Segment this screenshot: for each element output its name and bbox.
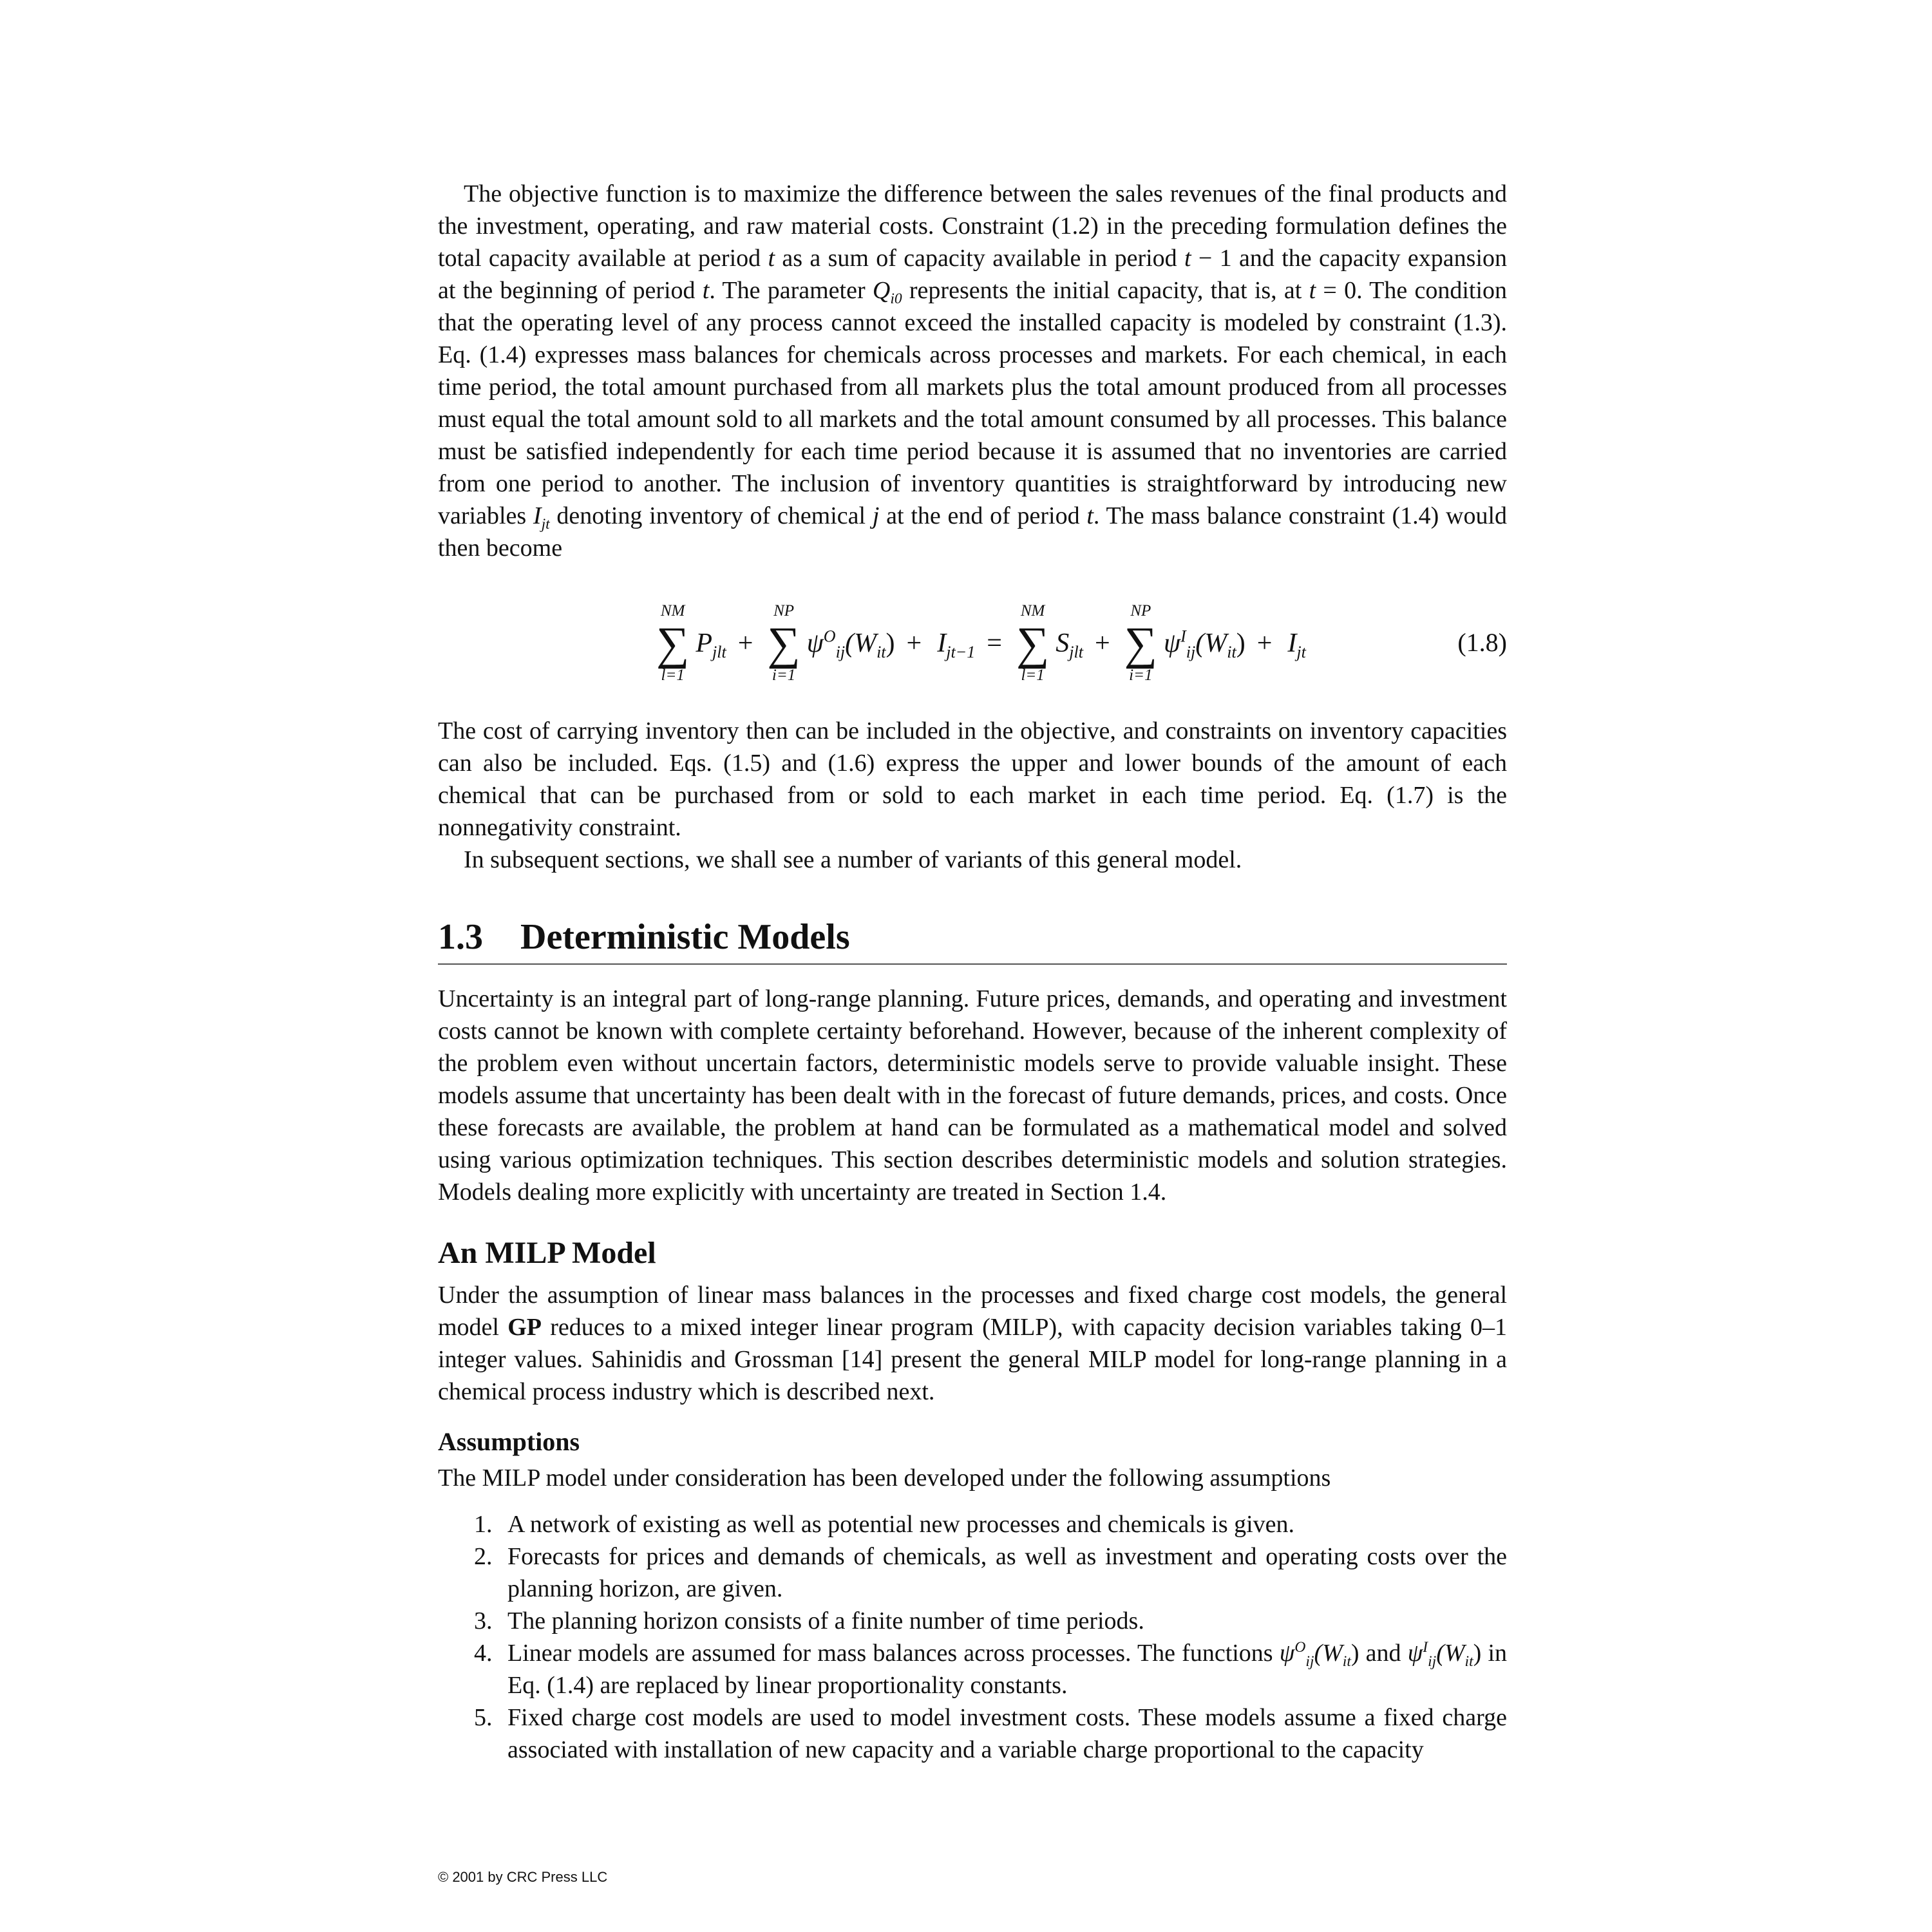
section-title: Deterministic Models (520, 917, 850, 957)
copyright-footer: © 2001 by CRC Press LLC (438, 1869, 608, 1885)
text-run: . The mass balance constraint (1.4) would then become (438, 502, 1507, 562)
var-i: I (1287, 629, 1297, 658)
paren-close: ) (1473, 1640, 1482, 1667)
paragraph-variants: In subsequent sections, we shall see a number of variants of this general model. (464, 846, 1242, 873)
psi-sub: ij (1186, 643, 1196, 662)
plus-sign: + (1256, 629, 1273, 658)
var-i-sub: jt (541, 516, 550, 533)
sigma-symbol: ∑ (767, 618, 800, 669)
text-run: . The parameter (709, 277, 873, 304)
paragraph-inventory-cost: The cost of carrying inventory then can be included in the objective, and constraints on inventory capacities can also be included. Eqs. (1.5) and (1.6) express the upper and lower bounds of the amount of each chemical that can be purchased from or sold to each market in each time period. Eq. (1.7) is the nonnegativity constraint. (438, 717, 1507, 841)
var-psi: ψ (1164, 629, 1181, 658)
var-i: I (533, 502, 542, 529)
var-w: (W (1436, 1640, 1465, 1667)
var-psi: ψ (1407, 1640, 1423, 1667)
text-run: as a sum of capacity available in period (775, 245, 1185, 272)
var-t: t (1086, 502, 1094, 529)
var-q: Q (872, 277, 891, 304)
model-gp: GP (507, 1314, 542, 1341)
list-text: Forecasts for prices and demands of chemicals, as well as investment and operating costs over the planning horizon, are given. (507, 1543, 1507, 1602)
var-j: j (872, 502, 880, 529)
text-run: represents the initial capacity, that is, at (902, 277, 1309, 304)
psi-sub: ij (1428, 1653, 1437, 1671)
var-t: t (1184, 245, 1191, 272)
var-q-sub: i0 (890, 290, 902, 308)
var-p-sub: jlt (712, 643, 726, 662)
psi-sup: I (1180, 627, 1186, 646)
paragraph-objective (438, 178, 1507, 564)
sum-lower-limit: i=1 (1129, 667, 1153, 684)
summation-3 (1016, 602, 1049, 685)
var-w-sub: it (1342, 1653, 1351, 1671)
var-t: t (702, 277, 710, 304)
list-item (438, 1637, 1507, 1701)
var-t: t (768, 245, 775, 272)
term-purchases (696, 628, 726, 662)
psi-sup: O (823, 627, 836, 646)
var-w: (W (1314, 1640, 1343, 1667)
list-item (438, 1540, 1507, 1605)
list-item (438, 1605, 1507, 1637)
equation-number: (1.8) (1457, 628, 1507, 657)
term-inventory-prev (937, 628, 976, 662)
page-content (438, 178, 1507, 1766)
paren-close: ) (886, 629, 895, 658)
text-run: = 0. The condition that the operating level of any process cannot exceed the installed capacity is modeled by constraint (1.3). Eq. (1.4) expresses mass balances for chemicals across processes and markets. For each chemical, in each time period, the total amount purchased from all markets plus the total amount produced from all processes must equal the total amount sold to all markets and the total amount consumed by all processes. This balance must be satisfied independently for each time period because it is assumed that no inventories are carried from one period to another. The inclusion of inventory quantities is straightforward by introducing new variables (438, 277, 1508, 529)
sum-upper-limit: NP (1130, 602, 1151, 620)
list-text: Linear models are assumed for mass balances across processes. The functions (507, 1640, 1280, 1667)
paragraph-assumptions-intro: The MILP model under consideration has been developed under the following assumptions (438, 1464, 1331, 1492)
var-w-sub: it (1464, 1653, 1473, 1671)
text-run: denoting inventory of chemical (549, 502, 873, 529)
list-text: A network of existing as well as potential new processes and chemicals is given. (507, 1511, 1295, 1538)
list-number: 4. (474, 1640, 493, 1667)
term-production (806, 627, 895, 662)
paragraph-uncertainty: Uncertainty is an integral part of long-range planning. Future prices, demands, and operating and investment costs cannot be known with complete certainty beforehand. However, because of the inherent complexity of the problem even without uncertain factors, deterministic models serve to provide valuable insight. These models assume that uncertainty has been dealt with in the forecast of future demands, prices, and costs. Once these forecasts are available, the problem at hand can be formulated as a mathematical model and solved using various optimization techniques. This section describes deterministic models and solution strategies. Models dealing more explicitly with uncertainty are treated in Section 1.4. (438, 985, 1507, 1206)
list-number: 1. (474, 1511, 493, 1538)
subsection-heading: An MILP Model (438, 1236, 656, 1270)
psi-sub: ij (1305, 1653, 1314, 1671)
paragraph-milp (438, 1279, 1507, 1408)
sigma-symbol: ∑ (1124, 618, 1157, 669)
text-run: reduces to a mixed integer linear program (MILP), with capacity decision variables taking 0–1 integer values. Sahinidis and Grossman [14] present the general MILP model for long-range planning in a chemical process industry which is described next. (438, 1314, 1507, 1405)
text-run: at the end of period (879, 502, 1087, 529)
var-i: I (937, 629, 947, 658)
sum-lower-limit: i=1 (772, 667, 796, 684)
list-text: Fixed charge cost models are used to model investment costs. These models assume a fixed charge associated with installation of new capacity and a variable charge proportional to the capacity (507, 1704, 1507, 1763)
var-w-sub: it (1227, 643, 1236, 662)
summation-2 (767, 602, 800, 685)
list-text: in Eq. (1.4) are replaced by linear proportionality constants. (507, 1640, 1507, 1699)
var-s-sub: jlt (1069, 643, 1083, 662)
var-psi: ψ (1279, 1640, 1295, 1667)
paren-close: ) (1350, 1640, 1359, 1667)
list-text: and (1359, 1640, 1408, 1667)
var-i-sub: jt−1 (946, 643, 976, 662)
term-consumption (1164, 627, 1245, 662)
summation-4 (1124, 602, 1157, 685)
var-w-sub: it (876, 643, 886, 662)
equation-1-8 (438, 576, 1507, 711)
section-number: 1.3 (438, 917, 483, 957)
arg-w (845, 629, 895, 662)
arg-w (1195, 629, 1245, 662)
plus-sign: + (906, 629, 922, 658)
list-number: 3. (474, 1607, 493, 1634)
plus-sign: + (1094, 629, 1110, 658)
psi-sup: I (1423, 1638, 1428, 1656)
sum-upper-limit: NM (1020, 602, 1045, 620)
text-run: The objective function is to maximize the difference between the sales revenues of the final products and the investment, operating, and raw material costs. Constraint (1.2) in the preceding formulation defines the total capacity available at period (438, 180, 1507, 272)
text-run: Under the assumption of linear mass balances in the processes and fixed charge cost models, the general model (438, 1282, 1507, 1341)
var-i-sub: jt (1296, 643, 1306, 662)
assumptions-list (438, 1508, 1507, 1766)
list-text: The planning horizon consists of a finite number of time periods. (507, 1607, 1144, 1634)
list-number: 5. (474, 1704, 493, 1731)
paren-close: ) (1236, 629, 1245, 658)
summation-1 (656, 602, 689, 685)
sum-upper-limit: NM (660, 602, 685, 620)
var-p: P (696, 629, 712, 658)
var-t: t (1309, 277, 1316, 304)
var-w: (W (845, 629, 877, 658)
list-number: 2. (474, 1543, 493, 1570)
term-inventory (1287, 628, 1306, 662)
equals-sign: = (987, 629, 1002, 658)
sum-lower-limit: l=1 (1021, 667, 1045, 684)
sum-upper-limit: NP (773, 602, 795, 620)
subsubsection-heading: Assumptions (438, 1427, 580, 1456)
var-psi: ψ (806, 629, 824, 658)
list-item (438, 1701, 1507, 1766)
psi-sub: ij (835, 643, 846, 662)
section-heading (438, 914, 1507, 965)
sum-lower-limit: l=1 (661, 667, 685, 684)
psi-sup: O (1294, 1638, 1306, 1656)
equation-body (654, 576, 1306, 711)
var-w: (W (1195, 629, 1227, 658)
text-run: − 1 and the capacity expansion at the beginning of period (438, 245, 1508, 304)
sigma-symbol: ∑ (656, 618, 690, 669)
var-s: S (1056, 629, 1070, 658)
term-sales (1056, 628, 1083, 662)
sigma-symbol: ∑ (1016, 618, 1050, 669)
plus-sign: + (737, 629, 753, 658)
list-item (438, 1508, 1507, 1540)
